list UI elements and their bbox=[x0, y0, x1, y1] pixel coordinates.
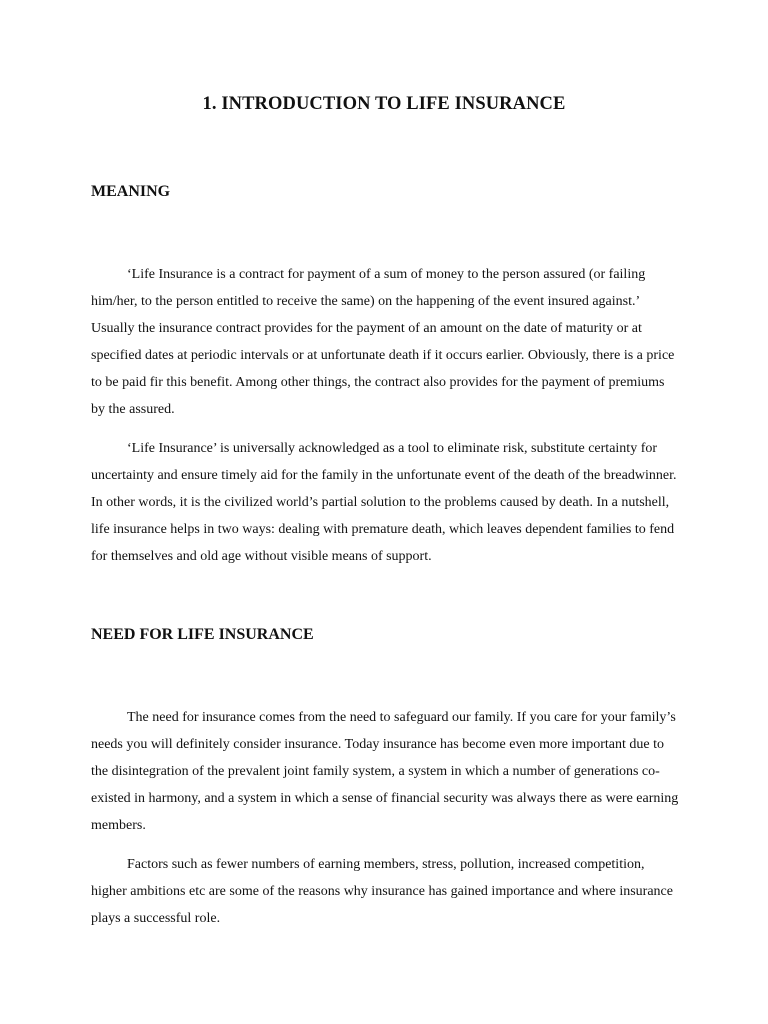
section-heading-need: NEED FOR LIFE INSURANCE bbox=[91, 626, 314, 643]
paragraph-meaning-tool: ‘Life Insurance’ is universally acknowledged as a tool to eliminate risk, substitute certainty for uncertainty and ensure timely aid for the family in the unfortunate event of the death of the breadwinner. In other words, it is the civilized world’s partial solution to the problems caused by death. In a nutshell, life insurance helps in two ways: dealing with premature death, which leaves dependent families to fend for themselves and old age without visible means of support. bbox=[91, 441, 677, 564]
paragraph-need-safeguard: The need for insurance comes from the need to safeguard our family. If you care for your family’s needs you will definitely consider insurance. Today insurance has become even more important due to the disintegration of the prevalent joint family system, a system in which a number of generations co-existed in harmony, and a system in which a sense of financial security was always there as were earning members. bbox=[91, 710, 679, 833]
section-heading-meaning: MEANING bbox=[91, 183, 171, 200]
paragraph-meaning-definition: ‘Life Insurance is a contract for payment of a sum of money to the person assured (or failing him/her, to the person entitled to receive the same) on the happening of the event insured against.’ Usually the insurance contract provides for the payment of an amount on the date of maturity or at specified dates at periodic intervals or at unfortunate death if it occurs earlier. Obviously, there is a price to be paid fir this benefit. Among other things, the contract also provides for the payment of premiums by the assured. bbox=[91, 267, 675, 417]
document-title: 1. INTRODUCTION TO LIFE INSURANCE bbox=[202, 94, 566, 114]
paragraph-need-factors: Factors such as fewer numbers of earning members, stress, pollution, increased competition, higher ambitions etc are some of the reasons why insurance has gained importance and where insurance plays a successful role. bbox=[91, 857, 673, 926]
